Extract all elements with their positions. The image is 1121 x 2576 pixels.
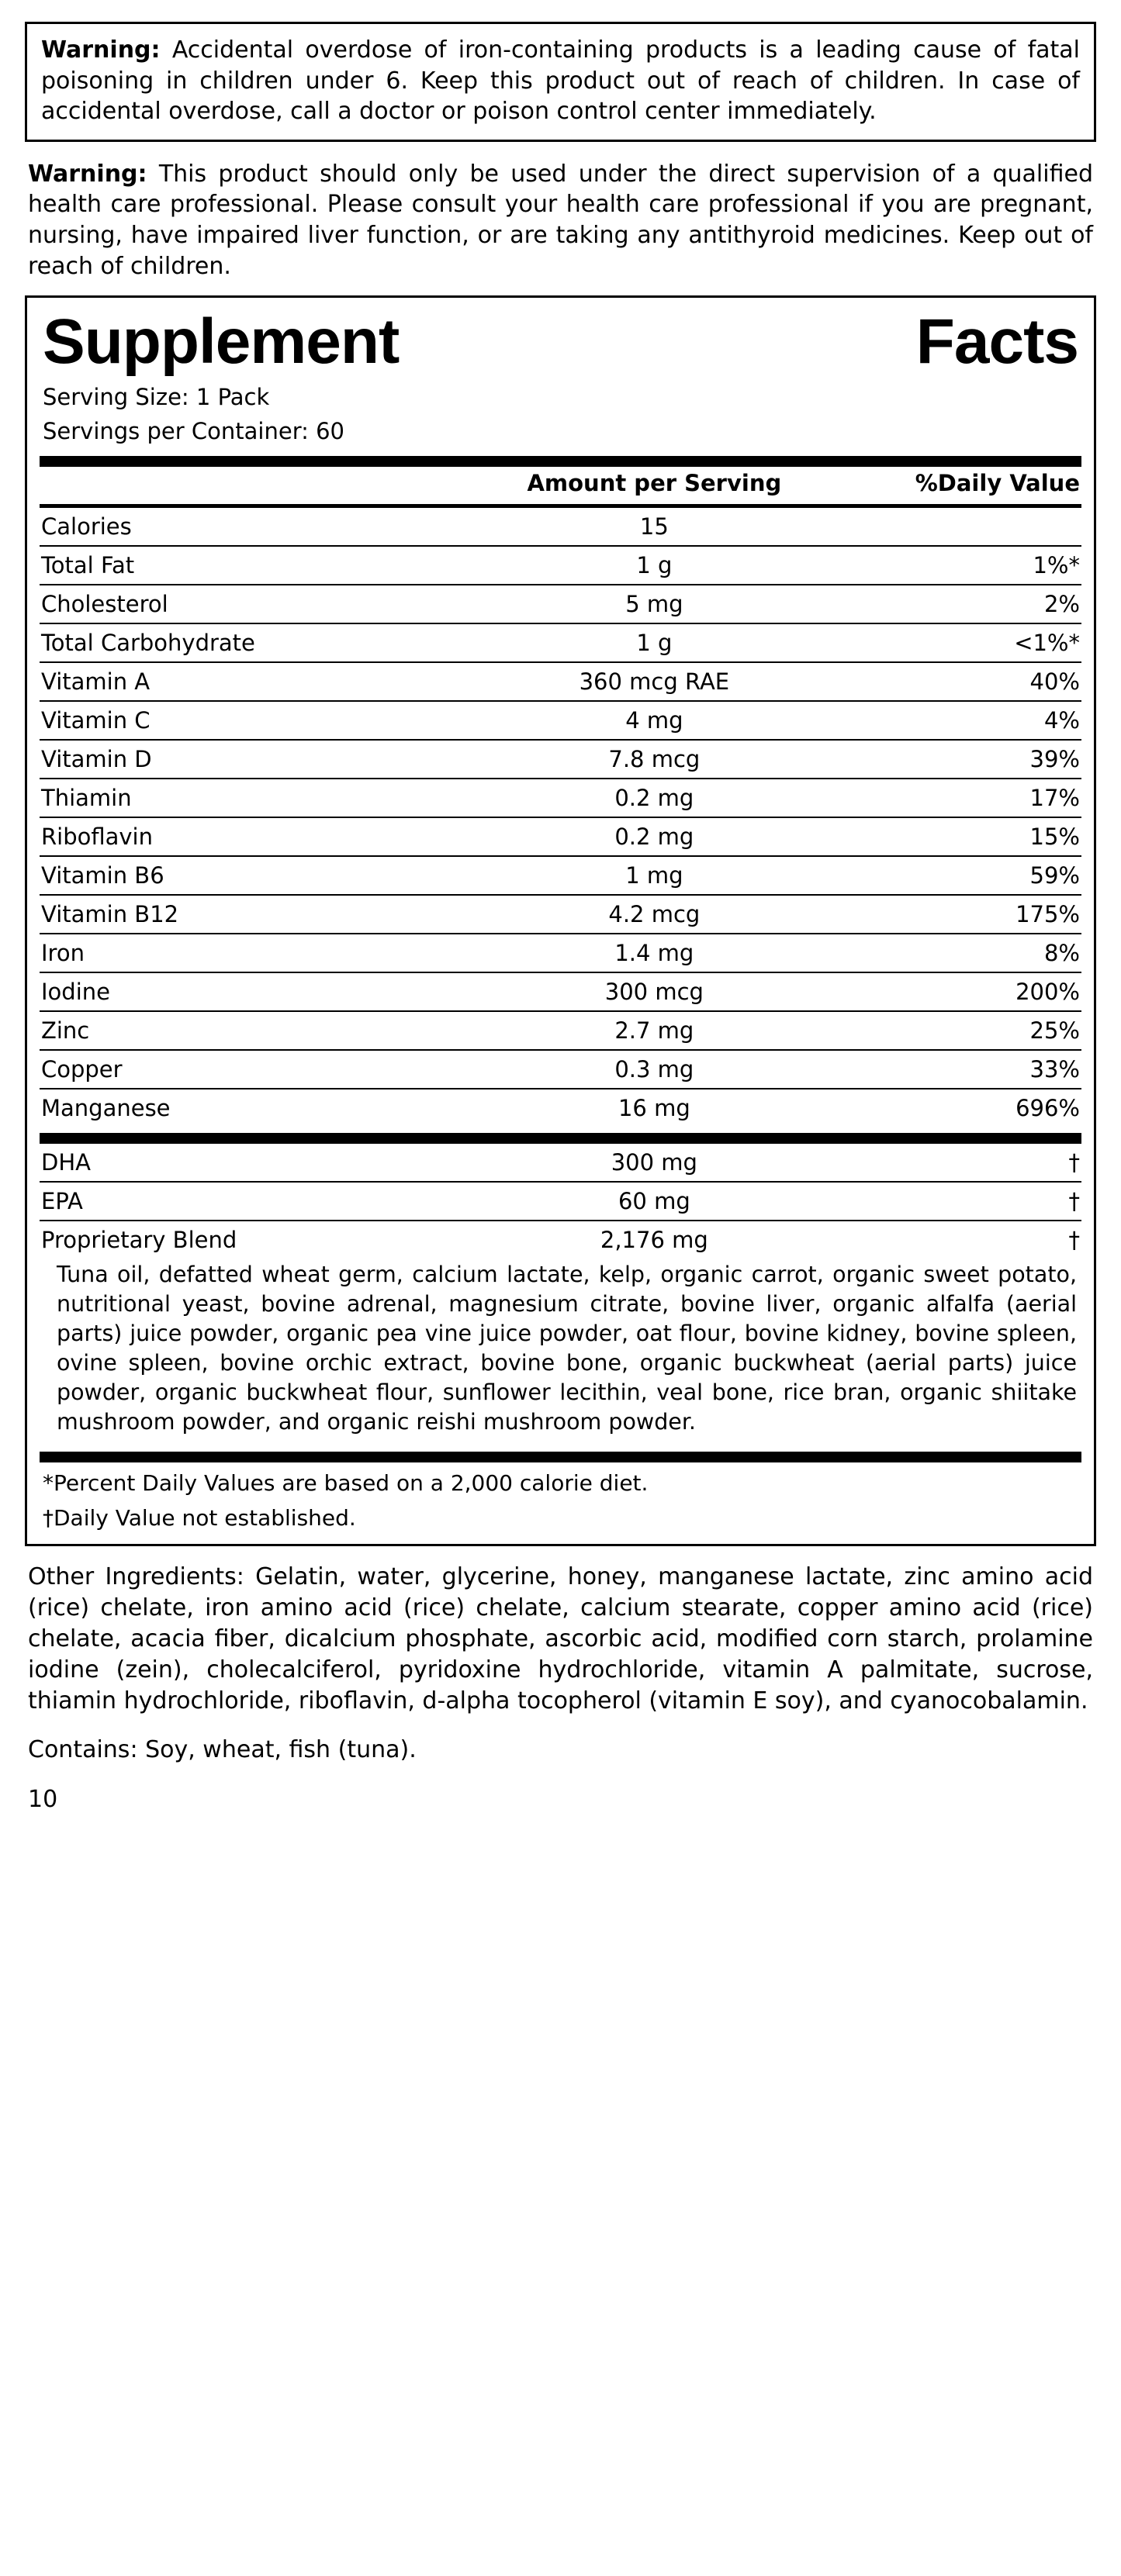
title-word-facts: Facts — [915, 306, 1078, 378]
nutrient-name: Calories — [40, 506, 477, 546]
warning-supervision — [25, 159, 1096, 281]
supplement-facts-title — [40, 306, 1081, 382]
nutrition-table-secondary — [40, 1144, 1081, 1259]
table-row — [40, 662, 1081, 701]
nutrient-name: Zinc — [40, 1011, 477, 1050]
warning-box-iron — [25, 22, 1096, 142]
serving-size: Serving Size: 1 Pack — [43, 384, 270, 411]
title-word-supplement: Supplement — [43, 306, 400, 378]
table-header-row — [40, 467, 1081, 506]
nutrient-amount: 16 mg — [618, 1094, 690, 1121]
nutrient-dv: 59% — [832, 856, 1081, 895]
header-nutrient — [40, 467, 477, 506]
table-row — [40, 856, 1081, 895]
nutrient-amount: 7.8 mcg — [477, 740, 832, 779]
nutrient-name: Vitamin A — [40, 662, 477, 701]
table-row — [40, 1089, 1081, 1127]
table-row — [40, 1182, 1081, 1221]
nutrient-name: Iron — [40, 934, 477, 972]
nutrient-dv: 2% — [832, 585, 1081, 623]
other-ingredients: Other Ingredients: Gelatin, water, glycerine, honey, manganese lactate, zinc amino acid (rice) chelate, iron amino acid (rice) chelate, calcium stearate, copper amino acid (rice) chelate, acacia fiber, dicalcium phosphate, ascorbic acid, modified corn starch, prolamine iodine (zein), cholecalciferol, pyridoxine hydrochloride, vitamin A palmitate, sucrose, thiamin hydrochloride, riboflavin, d-alpha tocopherol (vitamin E soy), and cyanocobalamin. — [28, 1563, 1093, 1715]
table-row-proprietary-blend — [40, 1221, 1081, 1259]
warning-label: Warning: — [41, 36, 161, 64]
table-row — [40, 779, 1081, 817]
nutrient-name: Total Carbohydrate — [40, 623, 477, 662]
nutrient-name: Vitamin B12 — [40, 895, 477, 934]
divider-thick-bottom — [40, 1452, 1081, 1462]
table-row — [40, 934, 1081, 972]
divider-thick-mid — [40, 1133, 1081, 1144]
nutrient-name: Riboflavin — [40, 817, 477, 856]
nutrient-dv: 39% — [832, 740, 1081, 779]
footnote-daily-values: *Percent Daily Values are based on a 2,000 calorie diet. — [43, 1469, 649, 1496]
nutrient-amount: 4 mg — [477, 701, 832, 740]
nutrient-name: Cholesterol — [40, 585, 477, 623]
table-row — [40, 1011, 1081, 1050]
nutrient-amount: 300 mg — [477, 1144, 832, 1182]
header-daily-value: %Daily Value — [832, 467, 1081, 506]
table-row — [40, 740, 1081, 779]
nutrient-dv: 4% — [832, 701, 1081, 740]
page-number: 10 — [28, 1785, 58, 1813]
nutrient-amount: 4.2 mcg — [477, 895, 832, 934]
nutrient-name: Thiamin — [40, 779, 477, 817]
nutrient-name: Iodine — [40, 972, 477, 1011]
warning-label: Warning: — [28, 160, 147, 188]
nutrient-dv: 25% — [832, 1011, 1081, 1050]
table-row — [40, 585, 1081, 623]
nutrient-amount: 1 mg — [477, 856, 832, 895]
nutrient-dv — [832, 506, 1081, 546]
nutrient-name: DHA — [40, 1144, 477, 1182]
table-row — [40, 701, 1081, 740]
divider-thick-top — [40, 456, 1081, 467]
contains-allergens: Contains: Soy, wheat, fish (tuna). — [28, 1735, 417, 1763]
nutrient-dv: <1%* — [832, 623, 1081, 662]
nutrient-amount: 2,176 mg — [600, 1226, 708, 1253]
nutrient-name: EPA — [40, 1182, 477, 1221]
nutrient-dv: † — [1068, 1226, 1080, 1253]
nutrient-amount: 0.2 mg — [477, 779, 832, 817]
table-row — [40, 972, 1081, 1011]
nutrient-amount: 15 — [477, 506, 832, 546]
nutrient-name: Vitamin D — [40, 740, 477, 779]
nutrient-name: Total Fat — [40, 546, 477, 585]
nutrient-amount: 360 mcg RAE — [477, 662, 832, 701]
nutrient-amount: 0.2 mg — [477, 817, 832, 856]
warning-text: This product should only be used under the direct supervision of a qualified health care professional. Please consult your health care professional if you are pregnant, nursing, have impaired liver function, or are taking any antithyroid medicines. Keep out of reach of children. — [28, 160, 1093, 280]
table-row — [40, 1144, 1081, 1182]
nutrient-amount: 1 g — [477, 546, 832, 585]
footnote-dagger: †Daily Value not established. — [43, 1505, 356, 1531]
nutrient-amount: 5 mg — [477, 585, 832, 623]
nutrient-amount: 2.7 mg — [477, 1011, 832, 1050]
table-row — [40, 623, 1081, 662]
table-row — [40, 506, 1081, 546]
nutrient-amount: 1.4 mg — [477, 934, 832, 972]
nutrient-dv: 175% — [832, 895, 1081, 934]
nutrient-amount: 60 mg — [477, 1182, 832, 1221]
nutrient-dv: 17% — [832, 779, 1081, 817]
nutrient-dv: 15% — [832, 817, 1081, 856]
nutrition-table — [40, 467, 1081, 1127]
nutrient-name: Proprietary Blend — [41, 1226, 237, 1253]
nutrient-name: Copper — [40, 1050, 477, 1089]
nutrient-dv: 33% — [832, 1050, 1081, 1089]
table-row — [40, 817, 1081, 856]
table-row — [40, 546, 1081, 585]
supplement-facts-panel — [25, 295, 1096, 1546]
nutrient-name: Vitamin B6 — [40, 856, 477, 895]
table-row — [40, 895, 1081, 934]
warning-text: Accidental overdose of iron-containing products is a leading cause of fatal poisoning in children under 6. Keep this product out of reach of children. In case of accidental overdose, call a doctor or poison control center immediately. — [41, 36, 1080, 126]
nutrient-name: Vitamin C — [40, 701, 477, 740]
nutrient-dv: 696% — [1015, 1094, 1080, 1121]
proprietary-blend-ingredients: Tuna oil, defatted wheat germ, calcium lactate, kelp, organic carrot, organic sweet potato, nutritional yeast, bovine adrenal, magnesium citrate, bovine liver, organic alfalfa (aerial parts) juice powder, organic pea vine juice powder, oat flour, bovine kidney, bovine spleen, ovine spleen, bovine orchic extract, bovine bone, organic buckwheat (aerial parts) juice powder, organic buckwheat flour, sunflower lecithin, veal bone, rice bran, organic shiitake mushroom powder, and organic reishi mushroom powder. — [57, 1261, 1077, 1435]
header-amount-per-serving: Amount per Serving — [477, 467, 832, 506]
nutrient-dv: 200% — [832, 972, 1081, 1011]
nutrient-dv: 40% — [832, 662, 1081, 701]
nutrient-dv: † — [832, 1182, 1081, 1221]
nutrient-amount: 0.3 mg — [477, 1050, 832, 1089]
table-row — [40, 1050, 1081, 1089]
nutrient-name: Manganese — [41, 1094, 171, 1121]
nutrient-dv: 1%* — [832, 546, 1081, 585]
nutrient-dv: † — [832, 1144, 1081, 1182]
servings-per-container: Servings per Container: 60 — [43, 417, 344, 444]
nutrient-amount: 300 mcg — [477, 972, 832, 1011]
nutrient-dv: 8% — [832, 934, 1081, 972]
nutrient-amount: 1 g — [477, 623, 832, 662]
